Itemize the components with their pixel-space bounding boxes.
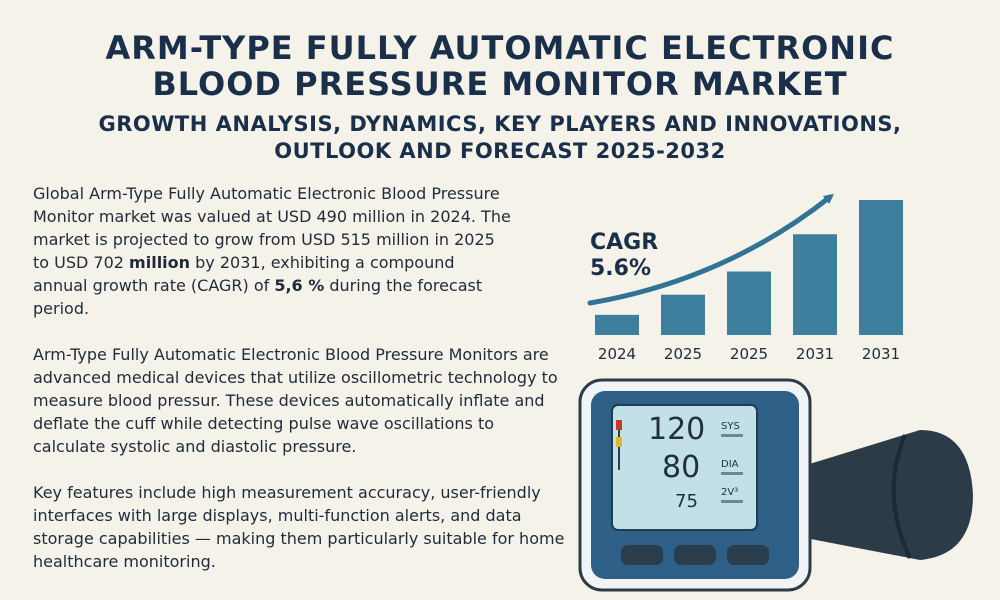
bar-1 xyxy=(661,295,705,335)
cagr-annotation xyxy=(590,230,658,282)
pulse-sublabel xyxy=(721,500,743,503)
sys-label: SYS xyxy=(721,421,740,432)
x-tick-label-3: 2031 xyxy=(795,345,835,363)
key-features-paragraph: Key features include high measurement accuracy, user-friendly interfaces with large displays, multi-function alerts, and data storage capabilities — making them particularly suitable for home healthcare monitoring. xyxy=(33,483,565,571)
dia-sublabel xyxy=(721,472,743,475)
market-summary-paragraph xyxy=(33,182,513,320)
monitor-button-right[interactable] xyxy=(727,545,769,565)
x-tick-label-0: 2024 xyxy=(597,345,637,363)
subtitle-line-1: GROWTH ANALYSIS, DYNAMICS, KEY PLAYERS AND INNOVATIONS, xyxy=(98,112,902,136)
sys-sublabel xyxy=(721,434,743,437)
summary-text-c: during the forecast period. xyxy=(33,276,483,318)
blood-pressure-monitor-illustration xyxy=(575,375,985,595)
bar-3 xyxy=(793,234,837,335)
device-description-paragraph: Arm-Type Fully Automatic Electronic Blood Pressure Monitors are advanced medical devices that utilize oscillometric technology to measure blood pressur. These devices automatically inflate and deflate the cuff while detecting pulse wave oscillations to calculate systolic and diastolic pressure. xyxy=(33,345,558,456)
pulse-label: 2V³ xyxy=(721,487,739,498)
bar-2 xyxy=(727,272,771,335)
cagr-label: CAGR xyxy=(590,230,659,255)
indicator-yellow xyxy=(616,437,622,447)
diastolic-reading: 80 xyxy=(662,450,701,485)
summary-bold-million: million xyxy=(129,253,191,272)
x-tick-label-4: 2031 xyxy=(861,345,901,363)
bar-0 xyxy=(595,315,639,335)
summary-text-a: Global Arm-Type Fully Automatic Electronic Blood Pressure Monitor market was valued at USD 490 million in 2024. The market is projected to grow from USD 515 million in 2025 to USD 702 xyxy=(33,184,511,272)
cagr-value: 5.6% xyxy=(590,256,652,281)
subtitle-line-2: OUTLOOK AND FORECAST 2025-2032 xyxy=(274,139,726,163)
dia-label: DIA xyxy=(721,459,739,470)
page-title xyxy=(0,30,1000,102)
monitor-button-left[interactable] xyxy=(621,545,663,565)
bar-4 xyxy=(859,200,903,335)
systolic-reading: 120 xyxy=(648,412,706,447)
x-tick-label-2: 2025 xyxy=(729,345,769,363)
summary-bold-cagr: 5,6 % xyxy=(274,276,325,295)
monitor-button-center[interactable] xyxy=(674,545,716,565)
indicator-red xyxy=(616,420,622,430)
pulse-reading: 75 xyxy=(675,491,698,512)
x-tick-label-1: 2025 xyxy=(663,345,703,363)
page-subtitle xyxy=(0,111,1000,165)
title-line-1: ARM-TYPE FULLY AUTOMATIC ELECTRONIC xyxy=(105,29,895,67)
title-line-2: BLOOD PRESSURE MONITOR MARKET xyxy=(152,65,848,103)
summary-text-b: by 2031, exhibiting a compound annual growth rate (CAGR) of xyxy=(33,253,455,295)
